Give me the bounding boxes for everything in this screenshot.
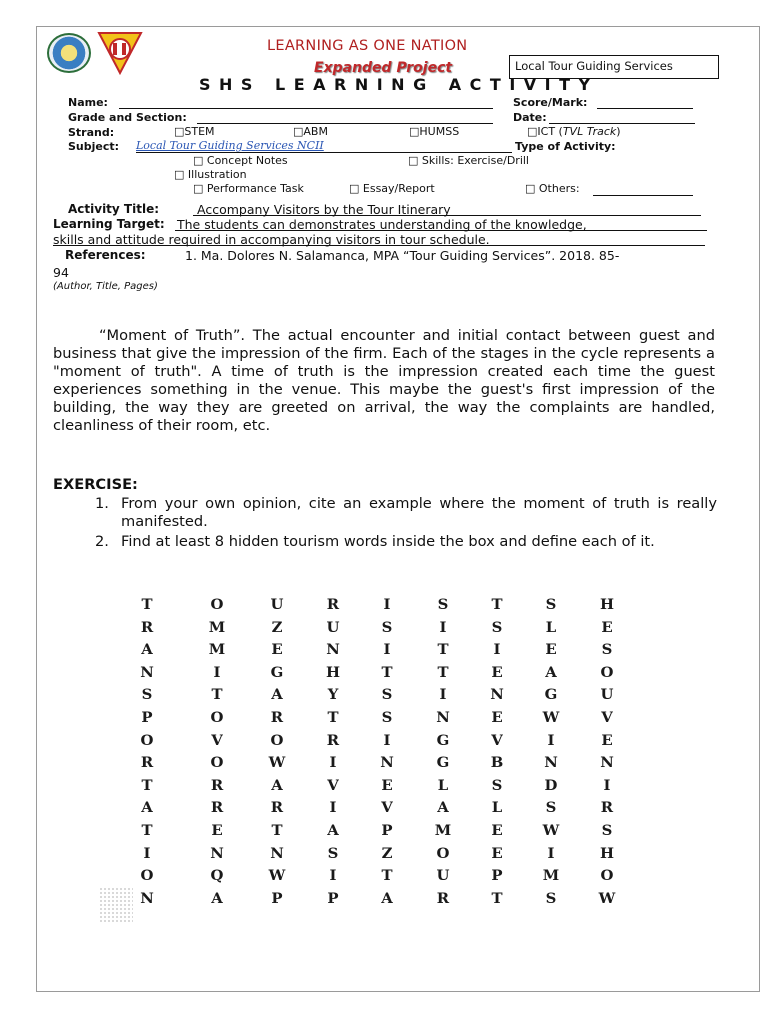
- word-search-letter: I: [383, 732, 391, 749]
- exercise-list: [95, 495, 717, 553]
- word-search-letter: M: [208, 642, 226, 659]
- word-search-letter: M: [434, 823, 452, 839]
- type-skills[interactable]: □ Skills: Exercise/Drill: [408, 154, 529, 167]
- word-search-letter: V: [327, 777, 339, 794]
- word-search-letter: S: [381, 619, 393, 636]
- exercise-text: Find at least 8 hidden tourism words inside the box and define each of it.: [121, 533, 655, 550]
- word-search-letter: U: [436, 868, 450, 885]
- word-search-letter: A: [141, 800, 153, 817]
- word-search-letter: T: [491, 597, 503, 613]
- word-search-letter: P: [327, 890, 339, 907]
- word-search-letter: O: [600, 664, 614, 681]
- date-label: Date:: [513, 111, 547, 124]
- word-search-letter: L: [491, 800, 503, 817]
- word-search-letter: A: [141, 642, 153, 659]
- strand-stem[interactable]: □STEM: [174, 125, 215, 138]
- word-search-letter: S: [545, 597, 557, 613]
- word-search-letter: N: [140, 890, 154, 907]
- word-search-letter: N: [544, 755, 558, 772]
- word-search-letter: N: [140, 664, 154, 681]
- word-search-letter: R: [210, 777, 224, 794]
- word-search-letter: S: [327, 845, 339, 862]
- ict-track: TVL Track: [562, 125, 617, 138]
- word-search-letter: H: [599, 845, 615, 862]
- word-search-letter: I: [547, 732, 555, 749]
- word-search-letter: U: [270, 597, 284, 613]
- date-field[interactable]: [549, 123, 695, 124]
- word-search-letter: S: [491, 619, 503, 636]
- ict-close: ): [616, 125, 621, 138]
- word-search-letter: P: [271, 890, 283, 907]
- word-search-letter: B: [490, 755, 504, 772]
- word-search-letter: A: [211, 890, 223, 907]
- word-search-letter: N: [210, 845, 224, 862]
- word-search-letter: M: [542, 868, 560, 885]
- others-field[interactable]: [593, 195, 693, 196]
- word-search-letter: Z: [381, 845, 393, 862]
- activity-title: Accompany Visitors by the Tour Itinerary: [197, 202, 451, 217]
- word-search-letter: E: [545, 642, 557, 659]
- word-search-letter: I: [383, 597, 391, 613]
- expanded-project-banner: Expanded Project: [314, 60, 453, 76]
- word-search-letter: O: [600, 868, 614, 885]
- word-search-letter: P: [141, 710, 153, 726]
- type-illustration[interactable]: □ Illustration: [174, 168, 247, 181]
- subject-label: Subject:: [68, 140, 120, 153]
- references-line1: 1. Ma. Dolores N. Salamanca, MPA “Tour Guiding Services”. 2018. 85-: [185, 248, 620, 263]
- word-search-letter: I: [439, 619, 447, 636]
- word-search-letter: L: [545, 619, 557, 636]
- word-search-letter: R: [436, 890, 450, 907]
- worksheet-page: [36, 26, 760, 992]
- word-search-letter: I: [547, 845, 555, 862]
- word-search-letter: O: [140, 868, 154, 885]
- word-search-letter: S: [437, 597, 449, 613]
- word-search-letter: G: [270, 664, 284, 681]
- word-search-letter: M: [208, 619, 226, 636]
- word-search-letter: T: [141, 823, 153, 839]
- score-label: Score/Mark:: [513, 96, 588, 109]
- type-essay[interactable]: □ Essay/Report: [349, 182, 435, 195]
- word-search-letter: E: [601, 732, 613, 749]
- word-search-letter: A: [545, 664, 557, 681]
- school-seal-logo: [47, 33, 91, 73]
- word-search-letter: A: [271, 777, 283, 794]
- word-search-letter: T: [381, 664, 393, 681]
- word-search-letter: U: [600, 687, 614, 704]
- word-search-letter: U: [326, 619, 340, 636]
- word-search-letter: E: [211, 823, 223, 839]
- word-search-letter: N: [326, 642, 340, 659]
- word-search-letter: W: [542, 823, 560, 839]
- word-search-letter: O: [270, 732, 284, 749]
- word-search-letter: O: [140, 732, 154, 749]
- word-search-letter: I: [383, 642, 391, 659]
- word-search-letter: H: [599, 597, 615, 613]
- score-field[interactable]: [597, 108, 693, 109]
- word-search-letter: T: [141, 597, 153, 613]
- name-field[interactable]: [119, 108, 493, 109]
- word-search-letter: O: [436, 845, 450, 862]
- type-performance[interactable]: □ Performance Task: [193, 182, 304, 195]
- word-search-letter: W: [598, 890, 616, 907]
- word-search-letter: O: [210, 710, 224, 726]
- word-search-letter: L: [437, 777, 449, 794]
- grade-field[interactable]: [197, 123, 493, 124]
- learning-target-line1: The students can demonstrates understanding of the knowledge,: [177, 217, 587, 232]
- word-search-letter: I: [493, 642, 501, 659]
- word-search-letter: A: [381, 890, 393, 907]
- strand-ict[interactable]: [527, 125, 621, 138]
- word-search-letter: V: [211, 732, 223, 749]
- word-search-letter: Q: [210, 868, 224, 885]
- word-search-letter: R: [140, 755, 154, 772]
- word-search-letter: W: [268, 868, 286, 885]
- learning-target-label: Learning Target:: [53, 217, 165, 231]
- references-line2: 94: [53, 265, 69, 280]
- word-search-letter: T: [271, 823, 283, 839]
- scan-smudge: [99, 887, 133, 923]
- word-search-letter: D: [544, 777, 558, 794]
- exercise-item: [95, 495, 717, 531]
- activity-title-underline: [193, 215, 701, 216]
- word-search-letter: I: [329, 868, 337, 885]
- subject-value: Local Tour Guiding Services NCII: [136, 139, 324, 152]
- word-search-letter: A: [437, 800, 449, 817]
- word-search-letter: G: [544, 687, 558, 704]
- word-search-letter: T: [437, 664, 449, 681]
- exercise-text: From your own opinion, cite an example where the moment of truth is really manifested.: [121, 495, 717, 530]
- word-search-letter: T: [381, 868, 393, 885]
- word-search-letter: V: [381, 800, 393, 817]
- word-search-letter: S: [141, 687, 153, 704]
- word-search-letter: S: [601, 823, 613, 839]
- target-underline-1: [175, 230, 707, 231]
- paragraph-text: “Moment of Truth”. The actual encounter and initial contact between guest and business that give the impression of the firm. Each of the stages in the cycle represents a "moment of truth". A time of truth is the impression created each time the guest experiences something in the venue. This maybe the guest's first impression of the building, the way they are greeted on arrival, the way the complaints are handled, cleanliness of their room, etc.: [53, 327, 715, 434]
- word-search-letter: I: [329, 800, 337, 817]
- word-search-letter: R: [210, 800, 224, 817]
- word-search-letter: H: [325, 664, 341, 681]
- strand-abm[interactable]: □ABM: [293, 125, 328, 138]
- references-label: References:: [65, 248, 146, 262]
- word-search-letter: T: [437, 642, 449, 659]
- word-search-letter: E: [491, 710, 503, 726]
- strand-label: Strand:: [68, 126, 115, 139]
- type-others[interactable]: □ Others:: [525, 182, 580, 195]
- word-search-letter: T: [211, 687, 223, 704]
- word-search-letter: W: [542, 710, 560, 726]
- word-search-letter: I: [329, 755, 337, 772]
- division-logo: [95, 29, 145, 75]
- word-search-letter: O: [210, 597, 224, 613]
- word-search-letter: O: [210, 755, 224, 772]
- word-search-letter: N: [380, 755, 394, 772]
- word-search-letter: N: [490, 687, 504, 704]
- word-search-letter: G: [436, 732, 450, 749]
- activity-title-label: Activity Title:: [68, 202, 160, 216]
- type-concept-notes[interactable]: □ Concept Notes: [193, 154, 288, 167]
- target-underline-2: [53, 245, 705, 246]
- word-search-letter: G: [436, 755, 450, 772]
- word-search-letter: V: [601, 710, 613, 726]
- word-search-letter: R: [270, 710, 284, 726]
- strand-humss[interactable]: □HUMSS: [409, 125, 460, 138]
- exercise-heading: EXERCISE:: [53, 476, 138, 493]
- activity-heading: SHS LEARNING ACTIVITY: [199, 75, 599, 94]
- exercise-number: 2.: [95, 533, 109, 550]
- word-search-letter: T: [141, 777, 153, 794]
- word-search-letter: S: [545, 890, 557, 907]
- exercise-number: 1.: [95, 495, 109, 512]
- word-search-letter: I: [143, 845, 151, 862]
- word-search-letter: S: [545, 800, 557, 817]
- word-search-letter: E: [491, 823, 503, 839]
- word-search-letter: T: [327, 710, 339, 726]
- word-search-letter: E: [491, 664, 503, 681]
- word-search-letter: W: [268, 755, 286, 772]
- word-search-letter: R: [270, 800, 284, 817]
- grade-label: Grade and Section:: [68, 111, 187, 124]
- word-search-letter: P: [491, 868, 503, 885]
- moment-of-truth-paragraph: [53, 327, 715, 435]
- strand-ict-label: □ICT (: [527, 125, 563, 138]
- word-search-letter: Z: [271, 619, 283, 636]
- word-search-letter: E: [381, 777, 393, 794]
- word-search-letter: I: [439, 687, 447, 704]
- word-search-letter: N: [270, 845, 284, 862]
- word-search-letter: I: [213, 664, 221, 681]
- word-search-letter: E: [271, 642, 283, 659]
- subject-field[interactable]: [136, 152, 512, 153]
- subject-box: Local Tour Guiding Services: [509, 55, 719, 79]
- exercise-item: [95, 533, 717, 551]
- word-search-letter: S: [601, 642, 613, 659]
- word-search-letter: A: [327, 823, 339, 839]
- word-search-letter: R: [326, 597, 340, 613]
- word-search-letter: R: [600, 800, 614, 817]
- word-search-letter: N: [600, 755, 614, 772]
- learning-target-line2: skills and attitude required in accompanying visitors in tour schedule.: [53, 232, 490, 247]
- word-search-letter: R: [140, 619, 154, 636]
- references-note: (Author, Title, Pages): [53, 281, 158, 292]
- word-search-letter: S: [381, 710, 393, 726]
- word-search-letter: N: [436, 710, 450, 726]
- word-search-letter: T: [491, 890, 503, 907]
- word-search-letter: I: [603, 777, 611, 794]
- type-of-activity-label: Type of Activity:: [515, 140, 616, 153]
- header-title: LEARNING AS ONE NATION: [267, 38, 468, 54]
- word-search-letter: Y: [327, 687, 339, 704]
- word-search-letter: R: [326, 732, 340, 749]
- word-search-letter: A: [271, 687, 283, 704]
- word-search-letter: S: [491, 777, 503, 794]
- name-label: Name:: [68, 96, 108, 109]
- word-search-letter: P: [381, 823, 393, 839]
- word-search-letter: E: [601, 619, 613, 636]
- word-search-letter: S: [381, 687, 393, 704]
- word-search-letter: V: [491, 732, 503, 749]
- word-search-letter: E: [491, 845, 503, 862]
